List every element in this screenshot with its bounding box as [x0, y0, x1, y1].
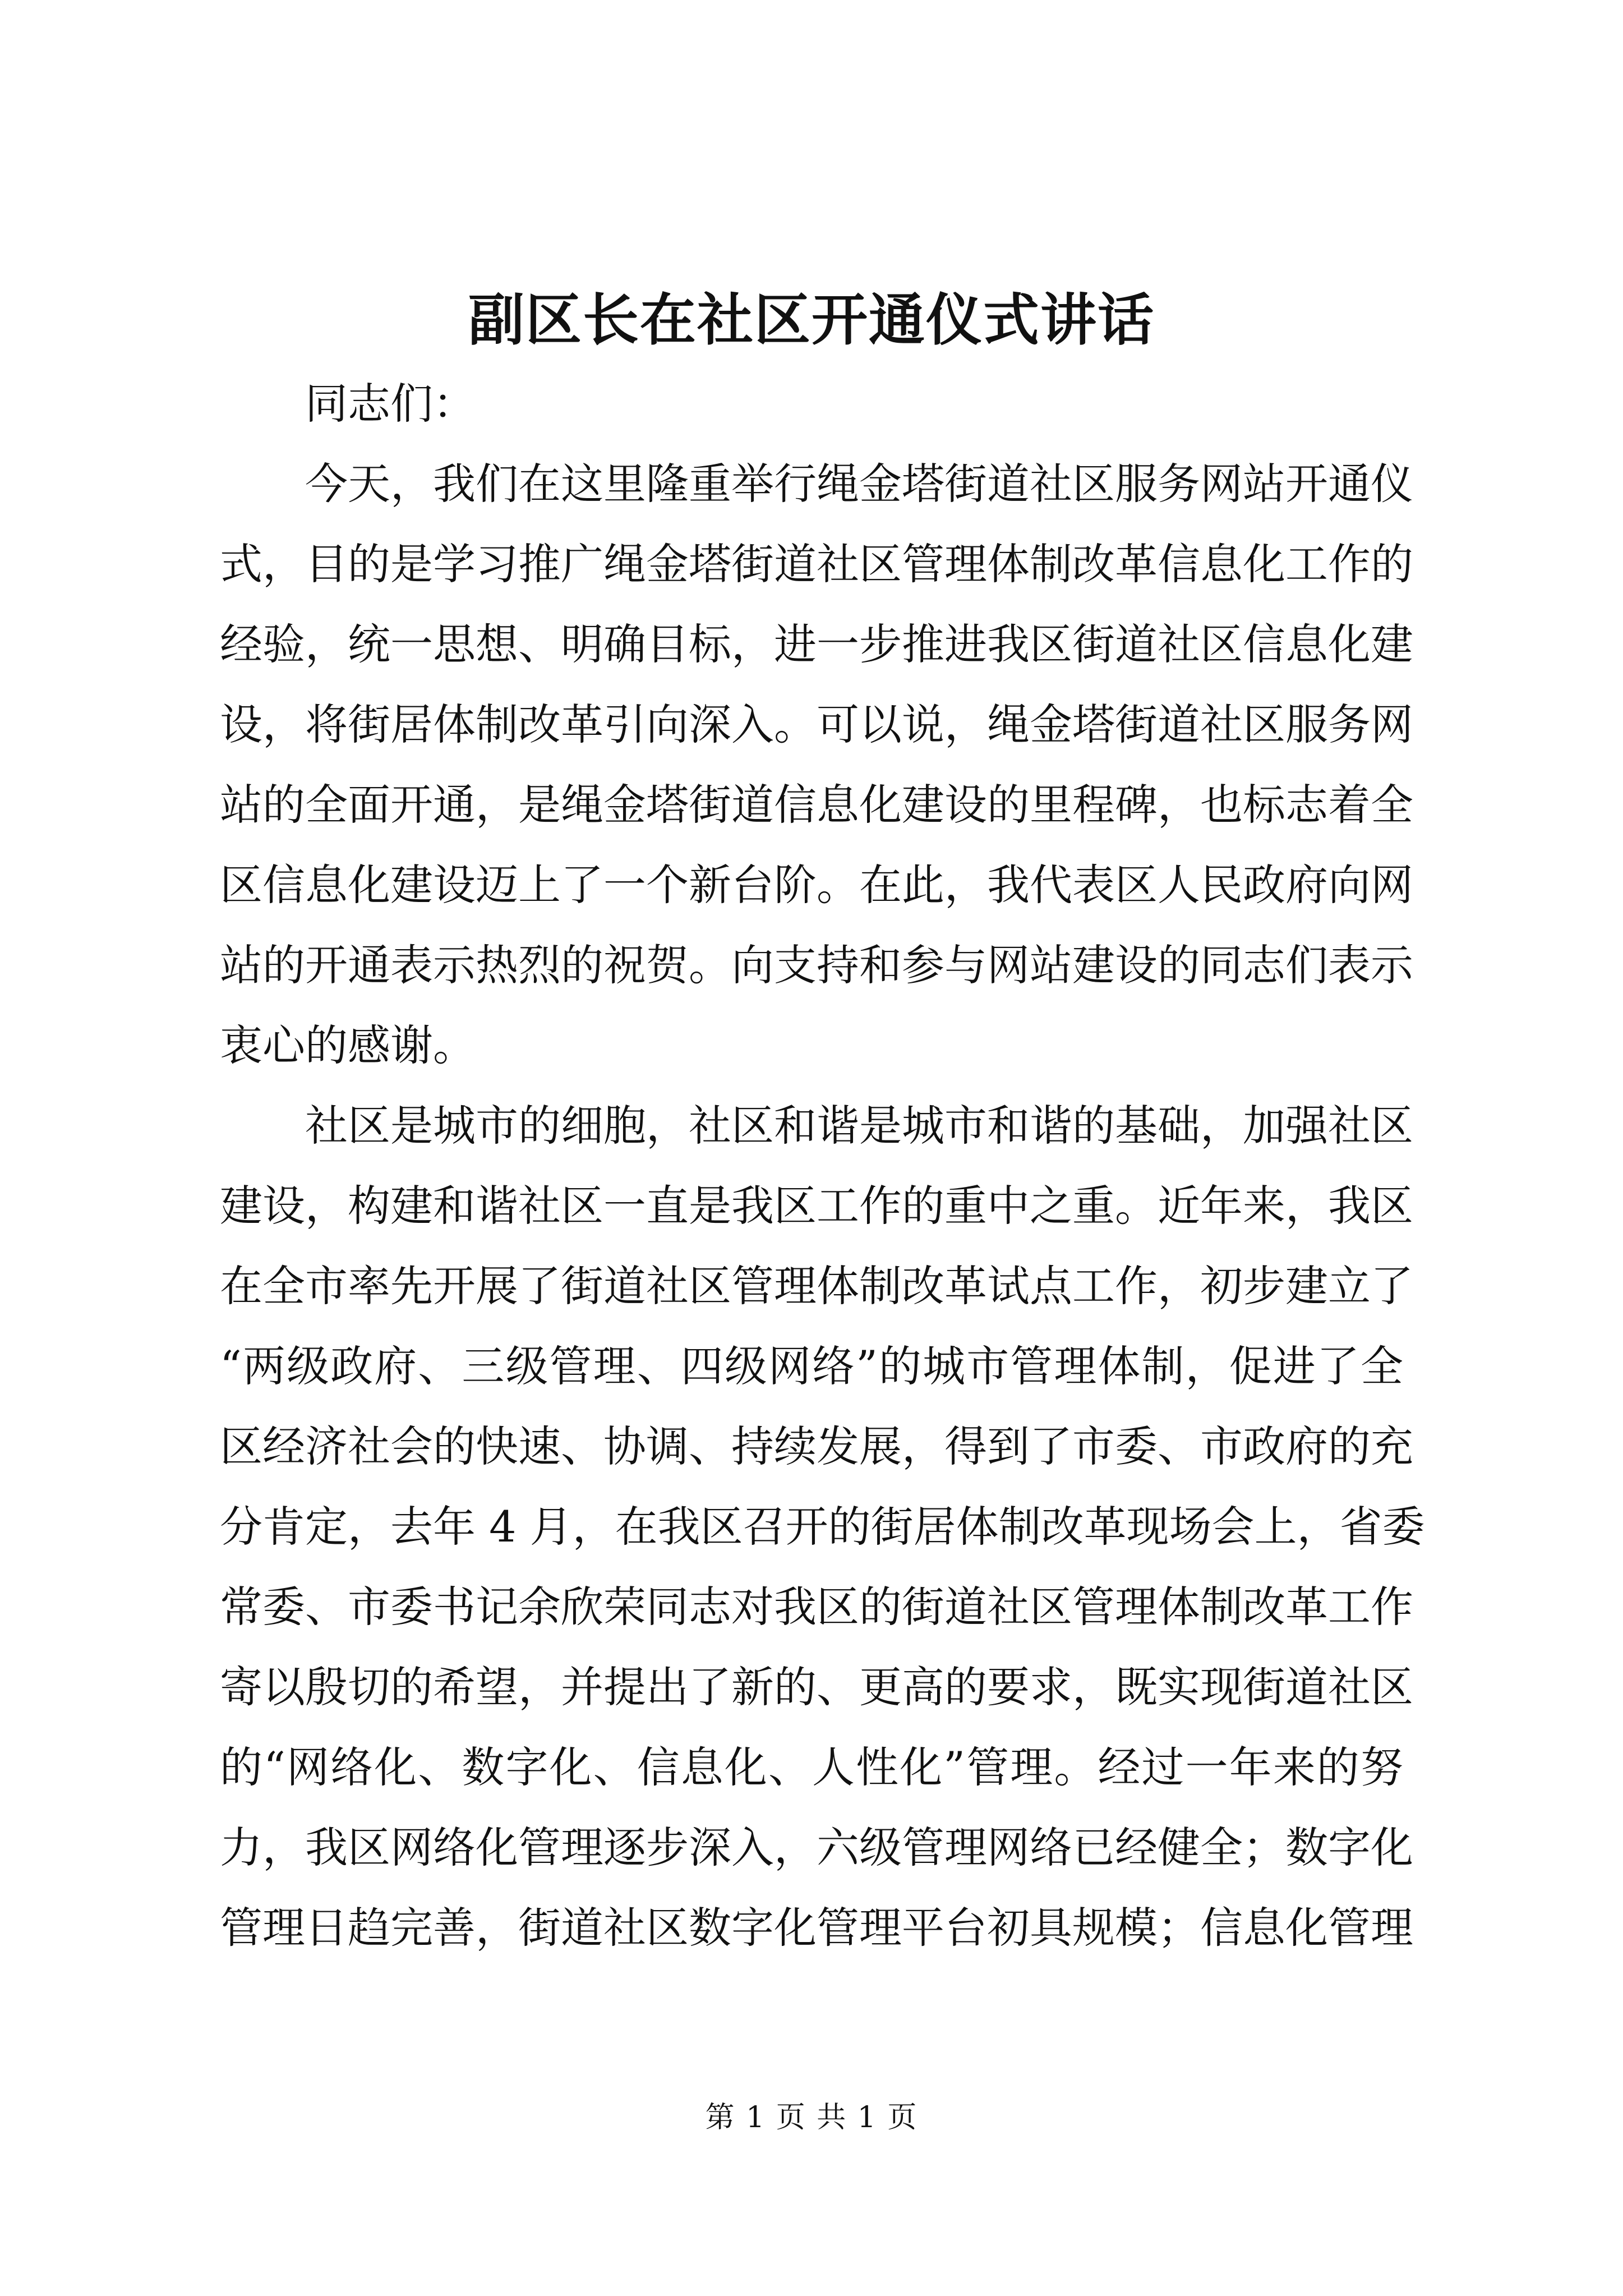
paragraph-2-line: 的“网络化、数字化、信息化、人性化”管理。经过一年来的努 [220, 1742, 1403, 1792]
paragraph-2-line: 分肯定，去年 4 月，在我区召开的街居体制改革现场会上，省委 [220, 1502, 1425, 1552]
paragraph-1-line: 衷心的感谢。 [220, 1020, 476, 1070]
document-body [220, 364, 1425, 1968]
paragraph-1-line: 站的全面开通，是绳金塔街道信息化建设的里程碑，也标志着全 [220, 780, 1413, 830]
page-footer: 第 1 页 共 1 页 [705, 2101, 918, 2134]
paragraph-2-line: 管理日趋完善，街道社区数字化管理平台初具规模；信息化管理 [220, 1903, 1413, 1953]
paragraph-1-line: 式，目的是学习推广绳金塔街道社区管理体制改革信息化工作的 [220, 539, 1413, 589]
paragraph-2-line: 常委、市委书记余欣荣同志对我区的街道社区管理体制改革工作 [220, 1582, 1413, 1632]
document-title: 副区长在社区开通仪式讲话 [468, 287, 1155, 353]
paragraph-2-line: 寄以殷切的希望，并提出了新的、更高的要求，既实现街道社区 [220, 1662, 1413, 1712]
paragraph-1-line: 区信息化建设迈上了一个新台阶。在此，我代表区人民政府向网 [220, 860, 1413, 910]
salutation-line: 同志们： [305, 379, 476, 429]
paragraph-1-line: 站的开通表示热烈的祝贺。向支持和参与网站建设的同志们表示 [220, 940, 1413, 990]
paragraph-2-line: 建设，构建和谐社区一直是我区工作的重中之重。近年来，我区 [220, 1181, 1413, 1231]
paragraph-2-line: 在全市率先开展了街道社区管理体制改革试点工作，初步建立了 [220, 1261, 1413, 1311]
paragraph-1-line: 设，将街居体制改革引向深入。可以说，绳金塔街道社区服务网 [220, 700, 1413, 749]
paragraph-2-line: 力，我区网络化管理逐步深入，六级管理网络已经健全；数字化 [220, 1823, 1413, 1872]
paragraph-2-line: 区经济社会的快速、协调、持续发展，得到了市委、市政府的充 [220, 1421, 1413, 1471]
paragraph-2-line: “两级政府、三级管理、四级网络”的城市管理体制，促进了全 [220, 1341, 1403, 1391]
paragraph-1-line: 经验，统一思想、明确目标，进一步推进我区街道社区信息化建 [220, 619, 1413, 669]
paragraph-2-line: 社区是城市的细胞，社区和谐是城市和谐的基础，加强社区 [305, 1101, 1413, 1151]
paragraph-1-line: 今天，我们在这里隆重举行绳金塔街道社区服务网站开通仪 [305, 459, 1413, 509]
